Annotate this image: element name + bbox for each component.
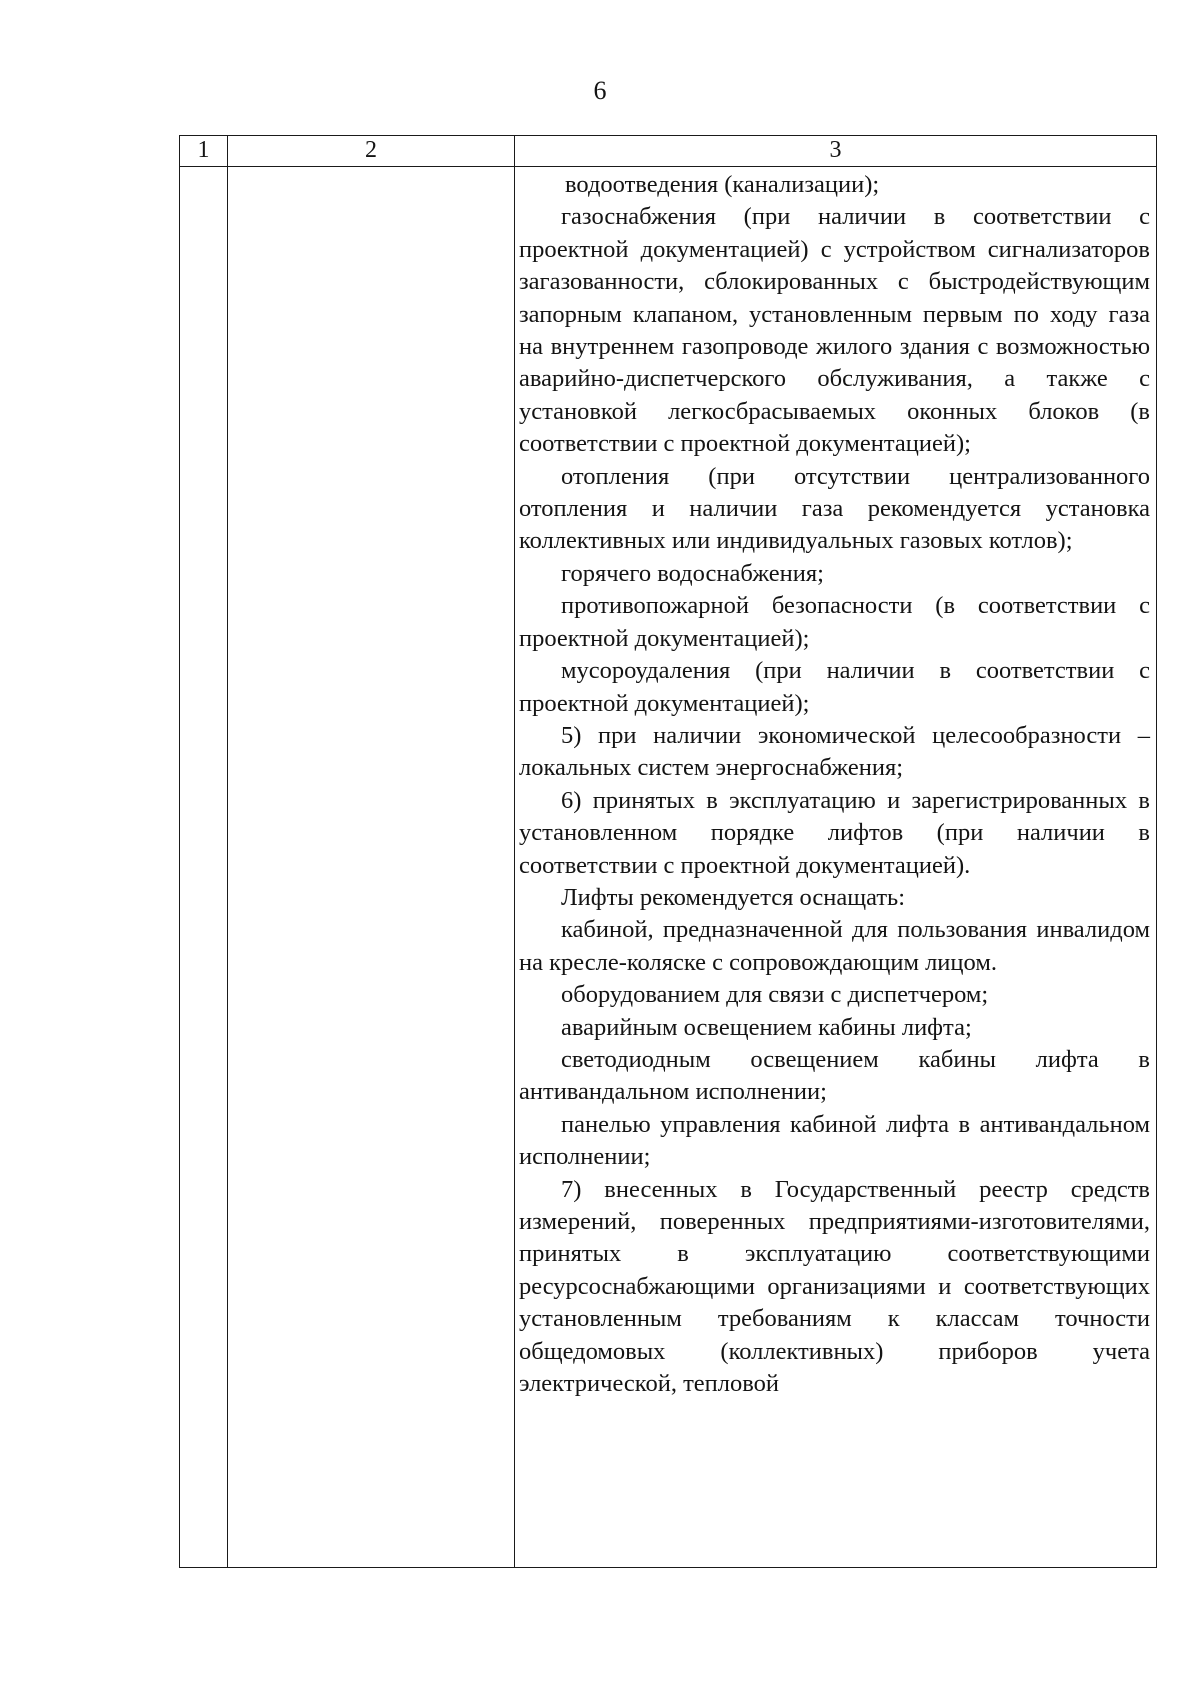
paragraph: оборудованием для связи с диспетчером; (561, 981, 989, 1009)
paragraph: Лифты рекомендуется оснащать: (561, 883, 906, 911)
page-number: 6 (593, 76, 607, 105)
paragraph: водоотведения (канализации); (565, 171, 880, 198)
column-3-cell (515, 167, 1157, 1568)
column-1-cell (180, 167, 228, 1568)
paragraph: светодиодным освещением кабины лифта в антивандальном исполнении; (519, 1045, 1150, 1106)
paragraph: мусороудаления (при наличии в соответствии с проектной документацией); (519, 657, 1150, 717)
column-3-text (515, 167, 1156, 1400)
paragraph: 5) при наличии экономической целесообразности – локальных систем энергоснабжения; (519, 721, 1150, 782)
paragraph: аварийным освещением кабины лифта; (561, 1013, 972, 1041)
paragraph: панелью управления кабиной лифта в антивандальном исполнении; (519, 1110, 1150, 1171)
paragraph: кабиной, предназначенной для пользования инвалидом на кресле-коляске с сопровождающим лицом. (519, 916, 1150, 976)
table-row (180, 167, 1157, 1568)
column-header-2: 2 (228, 136, 515, 167)
paragraph: отопления (при отсутствии централизованного отопления и наличии газа рекомендуется установка коллективных или индивидуальных газовых котлов); (519, 462, 1150, 555)
document-table (179, 135, 1157, 1568)
table-header-row (180, 136, 1157, 167)
column-2-cell (228, 167, 515, 1568)
paragraph: 7) внесенных в Государственный реестр средств измерений, поверенных предприятиями-изготовителями, принятых в эксплуатацию соответствующими ресурсоснабжающими организациями и соответствующих установленным требованиям к классам точности общедомовых (коллективных) приборов учета электрической, тепловой (519, 1175, 1150, 1398)
paragraph: газоснабжения (при наличии в соответствии с проектной документацией) с устройством сигнализаторов загазованности, сблокированных с быстродействующим запорным клапаном, установленным первым по ходу газа на внутреннем газопроводе жилого здания с возможностью аварийно-диспетчерского обслуживания, а также с установкой легкосбрасываемых оконных блоков (в соответствии с проектной документацией); (519, 203, 1150, 458)
paragraph: противопожарной безопасности (в соответствии с проектной документацией); (519, 592, 1150, 652)
column-header-1: 1 (180, 136, 228, 167)
paragraph: горячего водоснабжения; (561, 559, 824, 587)
paragraph: 6) принятых в эксплуатацию и зарегистрированных в установленном порядке лифтов (при наличии в соответствии с проектной документацией). (519, 786, 1150, 879)
column-header-3: 3 (515, 136, 1157, 167)
